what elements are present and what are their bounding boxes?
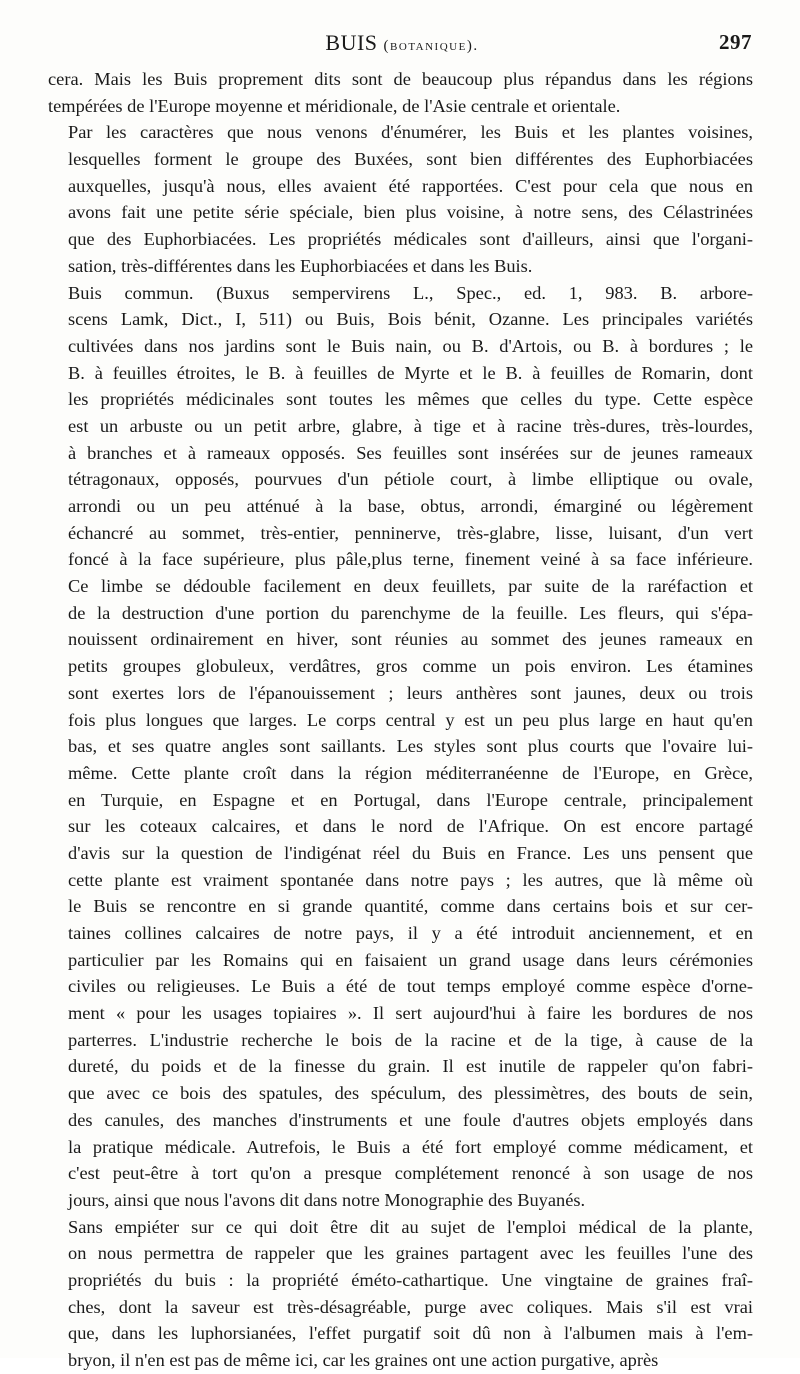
text-line: ches, dont la saveur est très-désagréable, purge avec coliques. Mais s'il est vrai <box>68 1296 753 1317</box>
text-line: Ce limbe se dédouble facilement en deux feuillets, par suite de la raréfaction et <box>68 576 753 597</box>
text-line: propriétés du buis : la propriété éméto-cathartique. Une vingtaine de graines fraî- <box>68 1269 753 1290</box>
text-line: échancré au sommet, très-entier, penninerve, très-glabre, lisse, luisant, d'un vert <box>68 522 753 543</box>
text-line: cera. Mais les Buis proprement dits sont de beaucoup plus répandus dans les régions <box>48 69 753 89</box>
text-line: nouissent ordinairement en hiver, sont réunies au sommet des jeunes rameaux en <box>68 629 753 650</box>
running-title <box>52 30 752 56</box>
body-text <box>48 66 753 1374</box>
text-line: ment « pour les usages topiaires ». Il sert aujourd'hui à faire les bordures de nos <box>68 1003 753 1024</box>
text-line: arrondi ou un peu atténué à la base, obtus, arrondi, émarginé ou légèrement <box>68 496 753 516</box>
text-line: le Buis se rencontre en si grande quantité, comme dans certains bois et sur cer- <box>68 896 753 917</box>
text-line: particulier par les Romains qui en faisaient un grand usage dans leurs cérémonies <box>68 949 753 970</box>
paragraph <box>48 119 753 279</box>
text-line: c'est peut-être à tort qu'on a presque complétement renoncé à son usage de nos <box>68 1163 753 1184</box>
text-line: sation, très-différentes dans les Euphorbiacées et dans les Buis. <box>68 255 533 276</box>
text-line: petits groupes globuleux, verdâtres, gros comme un pois environ. Les étamines <box>68 656 753 677</box>
text-line: à branches et à rameaux opposés. Ses feuilles sont insérées sur de jeunes rameaux <box>68 442 753 463</box>
text-line: auxquelles, jusqu'à nous, elles avaient été rapportées. C'est pour cela que nous en <box>68 175 753 196</box>
text-line: on nous permettra de rappeler que les graines partagent avec les feuilles l'une des <box>68 1243 753 1264</box>
text-line: B. à feuilles étroites, le B. à feuilles de Myrte et le B. à feuilles de Romarin, dont <box>68 362 753 383</box>
text-line: lesquelles forment le groupe des Buxées, sont bien différentes des Euphorbiacées <box>68 149 753 170</box>
paragraph <box>48 280 753 1214</box>
text-line: Par les caractères que nous venons d'énumérer, les Buis et les plantes voisines, <box>68 122 753 143</box>
text-line: avons fait une petite série spéciale, bien plus voisine, à notre sens, des Célastrinées <box>68 202 753 223</box>
text-line: dureté, du poids et de la finesse du grain. Il est inutile de rappeler qu'on fabri- <box>68 1056 753 1077</box>
text-line: que des Euphorbiacées. Les propriétés médicales sont d'ailleurs, ainsi que l'organi- <box>68 229 753 250</box>
text-line: cette plante est vraiment spontanée dans notre pays ; les autres, que là même où <box>68 869 753 890</box>
text-line: fois plus longues que larges. Le corps central y est un peu plus large en haut qu'en <box>68 709 753 730</box>
running-title-main: BUIS <box>325 30 378 55</box>
text-line: en Turquie, en Espagne et en Portugal, dans l'Europe centrale, principalement <box>68 789 753 810</box>
text-line: que avec ce bois des spatules, des spéculum, des plessimètres, des bouts de sein, <box>68 1083 753 1104</box>
running-header <box>52 30 752 60</box>
text-line: parterres. L'industrie recherche le bois de la racine et de la tige, à cause de la <box>68 1029 753 1050</box>
text-line: bryon, il n'en est pas de même ici, car les graines ont une action purgative, après <box>68 1350 659 1370</box>
paragraph <box>48 66 753 119</box>
text-line: des canules, des manches d'instruments et une foule d'autres objets employés dans <box>68 1109 753 1130</box>
text-line: Buis commun. (Buxus sempervirens L., Spec., ed. 1, 983. B. arbore- <box>68 282 753 303</box>
text-line: tétragonaux, opposés, pourvues d'un pétiole court, à limbe elliptique ou ovale, <box>68 469 753 490</box>
text-line: que, dans les luphorsianées, l'effet purgatif soit dû non à l'albumen mais à l'em- <box>68 1323 753 1344</box>
text-line: foncé à la face supérieure, plus pâle,plus terne, finement veiné à sa face inférieure. <box>68 549 753 570</box>
text-line: bas, et ses quatre angles sont saillants. Les styles sont plus courts que l'ovaire lui- <box>68 736 753 757</box>
text-line: même. Cette plante croît dans la région méditerranéenne de l'Europe, en Grèce, <box>68 762 753 783</box>
page-number: 297 <box>719 30 752 54</box>
running-title-subtitle: (botanique). <box>383 38 479 54</box>
text-line: scens Lamk, Dict., I, 511) ou Buis, Bois bénit, Ozanne. Les principales variétés <box>68 309 753 330</box>
text-line: est un arbuste ou un petit arbre, glabre, à tige et à racine très-dures, très-lourdes, <box>68 415 753 436</box>
paragraph <box>48 1214 753 1374</box>
text-line: cultivées dans nos jardins sont le Buis nain, ou B. d'Artois, ou B. à bordures ; le <box>68 335 753 356</box>
text-line: d'avis sur la question de l'indigénat réel du Buis en France. Les uns pensent que <box>68 842 753 863</box>
text-line: tempérées de l'Europe moyenne et méridionale, de l'Asie centrale et orientale. <box>48 95 621 116</box>
text-line: jours, ainsi que nous l'avons dit dans notre Monographie des Buyanés. <box>68 1189 586 1210</box>
text-line: sur les coteaux calcaires, et dans le nord de l'Afrique. On est encore partagé <box>68 816 753 837</box>
text-line: civiles ou religieuses. Le Buis a été de tout temps employé comme espèce d'orne- <box>68 976 753 997</box>
text-line: la pratique médicale. Autrefois, le Buis a été fort employé comme médicament, et <box>68 1136 753 1157</box>
text-line: sont exertes lors de l'épanouissement ; leurs anthères sont jaunes, deux ou trois <box>68 682 753 703</box>
text-line: de la destruction d'une portion du parenchyme de la feuille. Les fleurs, qui s'épa- <box>68 602 753 623</box>
text-line: Sans empiéter sur ce qui doit être dit au sujet de l'emploi médical de la plante, <box>68 1216 753 1237</box>
text-line: taines collines calcaires de notre pays, il y a été introduit anciennement, et en <box>68 923 753 943</box>
text-line: les propriétés médicinales sont toutes les mêmes que celles du type. Cette espèce <box>68 389 753 410</box>
